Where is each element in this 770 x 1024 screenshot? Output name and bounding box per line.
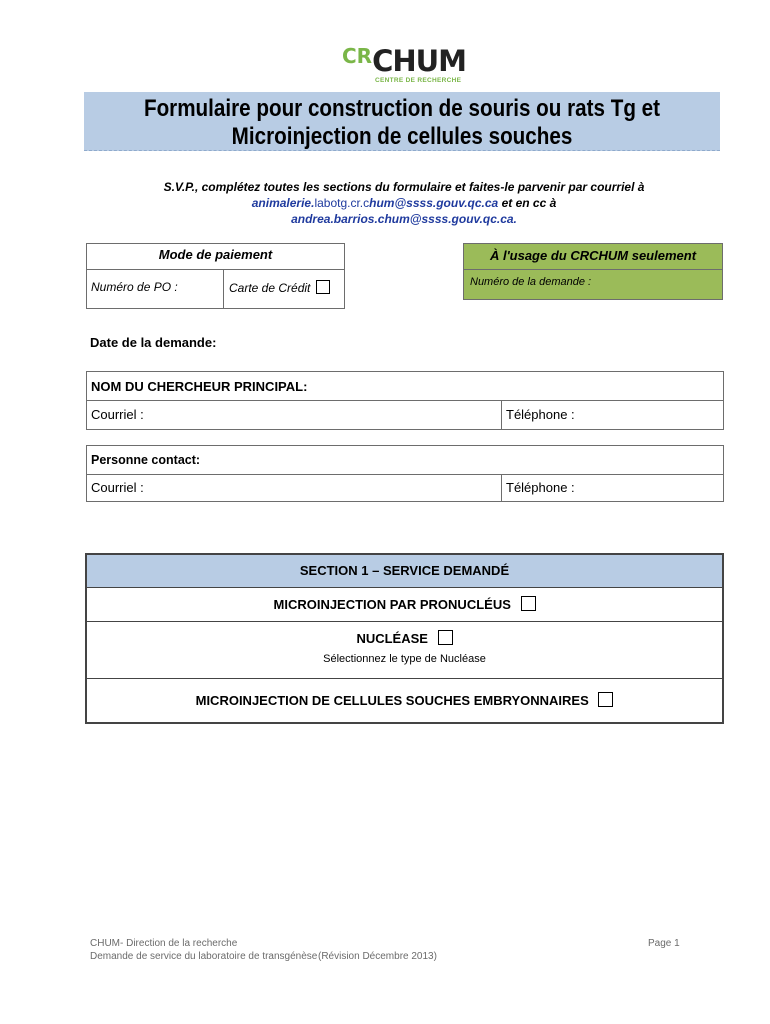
contact-person-table xyxy=(86,445,724,502)
option-pronucleus-label: MICROINJECTION PAR PRONUCLÉUS xyxy=(273,597,515,612)
form-title-line1: Formulaire pour construction de souris ou rats Tg et xyxy=(143,95,661,122)
nuclease-type-hint: Sélectionnez le type de Nucléase xyxy=(323,653,486,665)
email-link-andrea[interactable]: andrea.barrios.chum@ssss.gouv.qc.ca. xyxy=(291,212,517,226)
payment-box xyxy=(86,243,345,309)
option-nuclease-row xyxy=(87,622,722,679)
instructions-line3 xyxy=(90,211,718,227)
payment-heading: Mode de paiement xyxy=(87,244,344,270)
logo-subtitle: CENTRE DE RECHERCHE xyxy=(375,77,462,84)
pi-email-label: Courriel : xyxy=(91,407,144,422)
pi-col-divider xyxy=(501,401,502,429)
section1-table xyxy=(85,553,724,724)
section1-heading: SECTION 1 – SERVICE DEMANDÉ xyxy=(87,555,722,588)
cc-text: et en cc à xyxy=(498,196,557,210)
credit-card-option xyxy=(229,280,330,295)
crchum-logo xyxy=(342,44,472,90)
email-link-domain[interactable]: hum@ssss.gouv.qc.ca xyxy=(369,196,499,210)
contact-row-divider xyxy=(87,474,723,475)
form-title-line2: Microinjection de cellules souches xyxy=(231,123,573,150)
instructions-line1: S.V.P., complétez toutes les sections du formulaire et faites-le parvenir par courriel à xyxy=(163,180,645,194)
pi-heading: NOM DU CHERCHEUR PRINCIPAL: xyxy=(91,379,308,394)
option-stem-cells-row xyxy=(87,679,722,722)
principal-investigator-table xyxy=(86,371,724,430)
po-number-label: Numéro de PO : xyxy=(91,280,178,294)
form-title-band xyxy=(84,92,720,151)
footer-line2: Demande de service du laboratoire de transgénèse xyxy=(90,951,318,962)
instructions-line2 xyxy=(90,195,718,211)
pi-row-divider xyxy=(87,400,723,401)
contact-heading: Personne contact: xyxy=(91,453,201,467)
logo-chum: CHUM xyxy=(372,44,467,78)
payment-divider xyxy=(223,270,224,308)
contact-col-divider xyxy=(501,475,502,501)
option-pronucleus-row xyxy=(87,588,722,622)
pi-phone-label: Téléphone : xyxy=(506,407,575,422)
contact-email-label: Courriel : xyxy=(91,480,144,495)
footer-page-number: Page 1 xyxy=(648,938,680,949)
credit-card-label: Carte de Crédit xyxy=(229,281,311,295)
option-pronucleus-checkbox[interactable] xyxy=(521,596,536,611)
option-stem-cells-checkbox[interactable] xyxy=(598,692,613,707)
credit-card-checkbox[interactable] xyxy=(316,280,330,294)
email-link-labotg[interactable]: labotg.cr.c xyxy=(314,196,370,210)
crchum-use-box xyxy=(463,243,723,300)
footer-line1: CHUM- Direction de la recherche xyxy=(90,938,238,949)
email-link-animalerie[interactable]: animalerie. xyxy=(251,196,315,210)
option-nuclease-label: NUCLÉASE xyxy=(356,631,432,646)
request-date-label: Date de la demande: xyxy=(90,335,217,350)
request-number-label: Numéro de la demande : xyxy=(470,276,592,288)
logo-cr: CR xyxy=(342,44,373,68)
crchum-use-heading: À l'usage du CRCHUM seulement xyxy=(464,244,722,270)
option-stem-cells-label: MICROINJECTION DE CELLULES SOUCHES EMBRYONNAIRES xyxy=(195,693,593,708)
footer-revision: (Révision Décembre 2013) xyxy=(318,951,437,962)
option-nuclease-checkbox[interactable] xyxy=(438,630,453,645)
contact-phone-label: Téléphone : xyxy=(506,480,575,495)
